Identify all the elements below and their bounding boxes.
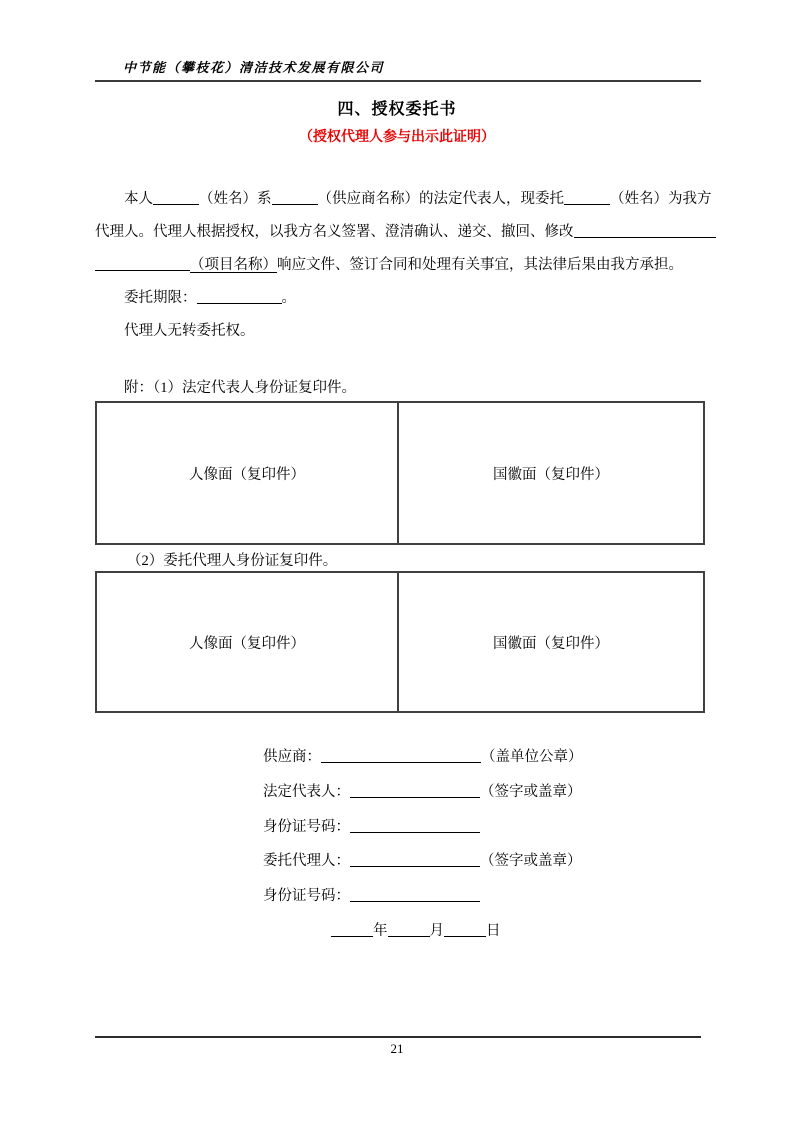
company-name: 中节能（攀枝花）清洁技术发展有限公司: [123, 60, 385, 75]
blank-project-name-part2: [95, 258, 190, 271]
body-text: 本人: [124, 191, 153, 207]
signature-row-agent: [263, 844, 583, 879]
blank-date-year: [331, 924, 373, 937]
signature-label: 身份证号码：: [263, 888, 350, 905]
body-line-5: [95, 315, 735, 348]
body-text: 委托期限：: [124, 290, 197, 306]
date-unit-day: 日: [486, 922, 501, 939]
page-number: 21: [390, 1041, 404, 1056]
footer-rule: [95, 1036, 701, 1038]
signature-row-id-number-2: [263, 879, 583, 914]
doc-subtitle: （授权代理人参与出示此证明）: [299, 130, 495, 145]
blank-project-name-part1: [574, 225, 716, 238]
signature-block: [263, 740, 583, 949]
body-line-3: [95, 249, 735, 282]
attachment-2-label: （2）委托代理人身份证复印件。: [127, 553, 338, 569]
blank-principal-name: [153, 192, 199, 205]
blank-agent-id-number: [350, 889, 480, 902]
date-unit-year: 年: [373, 922, 388, 939]
signature-row-id-number-1: [263, 810, 583, 845]
blank-date-day: [444, 924, 486, 937]
blank-legal-rep-id-number: [350, 820, 480, 833]
date-unit-month: 月: [429, 922, 444, 939]
body-paragraph: [95, 183, 735, 348]
body-text: 代理人无转委托权。: [124, 323, 255, 339]
project-name-placeholder: （项目名称）: [190, 257, 277, 273]
body-text: 代理人。代理人根据授权，以我方名义签署、澄清确认、递交、撤回、修改: [95, 224, 574, 240]
signature-row-supplier: [263, 740, 583, 775]
signature-label: 法定代表人：: [263, 783, 350, 800]
blank-mandate-period: [197, 291, 282, 304]
body-text: （供应商名称）的法定代表人，现委托: [317, 191, 564, 207]
signature-suffix: （盖单位公章）: [481, 749, 583, 765]
id-card-table-agent: [95, 571, 705, 713]
blank-date-month: [388, 924, 430, 937]
body-line-4: [95, 282, 735, 315]
id-card-emblem-cell: 国徽面（复印件）: [493, 635, 609, 652]
signature-label: 委托代理人：: [263, 853, 350, 870]
signature-label: 供应商：: [263, 749, 321, 765]
signature-suffix: （签字或盖章）: [480, 783, 582, 800]
blank-supplier-name: [272, 192, 318, 205]
id-card-table-legal-rep: [95, 401, 705, 545]
signature-label: 身份证号码：: [263, 818, 350, 835]
blank-agent-signature: [350, 854, 480, 867]
id-card-emblem-cell: 国徽面（复印件）: [493, 466, 609, 483]
body-line-1: [95, 183, 735, 216]
body-text: 响应文件、签订合同和处理有关事宜，其法律后果由我方承担。: [277, 257, 683, 273]
blank-agent-name: [564, 192, 610, 205]
blank-legal-rep-signature: [350, 785, 480, 798]
blank-supplier-signature: [321, 750, 481, 763]
attachment-1-label: 附：（1）法定代表人身份证复印件。: [124, 380, 356, 396]
body-text: 。: [281, 290, 296, 306]
body-line-2: [95, 216, 735, 249]
body-text: （姓名）为我方: [610, 191, 712, 207]
id-card-portrait-cell: 人像面（复印件）: [97, 403, 399, 543]
id-card-portrait-cell: 人像面（复印件）: [97, 573, 399, 711]
doc-title: 四、授权委托书: [337, 101, 457, 118]
signature-suffix: （签字或盖章）: [480, 853, 582, 870]
signature-row-legal-rep: [263, 775, 583, 810]
signature-date-row: [331, 914, 583, 949]
body-text: （姓名）系: [199, 191, 272, 207]
page-header: [95, 57, 701, 82]
